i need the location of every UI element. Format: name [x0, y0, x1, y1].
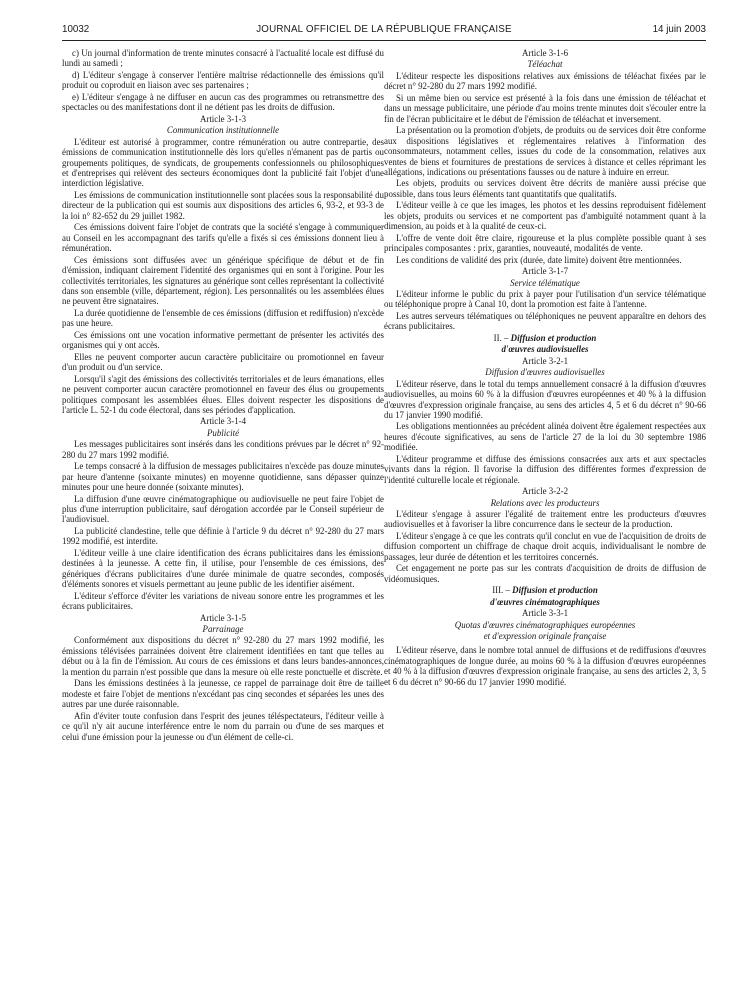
section-subtitle: d'œuvres cinématographiques	[490, 596, 600, 607]
paragraph-c: c) Un journal d'information de trente minutes consacré à l'actualité locale est diffusé du lundi au samedi ;	[62, 48, 384, 69]
paragraph: Les objets, produits ou services doivent être décrits de manière aussi précise que possible, dans tous leurs éléments tant quantitatifs que qualitatifs.	[384, 178, 706, 199]
article-heading: Article 3-2-1	[521, 355, 569, 366]
article-heading: Article 3-1-7	[521, 266, 569, 277]
issue-date: 14 juin 2003	[652, 24, 706, 35]
right-column	[384, 48, 706, 688]
article-heading: Article 3-1-6	[521, 48, 569, 58]
section-heading	[384, 585, 706, 595]
paragraph: L'éditeur est autorisé à programmer, contre rémunération ou autre contrepartie, des émissions de communication institutionnelle dès lors qu'elles n'émanent pas de partis ou groupements politiques, de syndicats, de groupements confessionnels ou philosophiques et d'entreprises qui relèvent des secteurs économiques dont la publicité fait l'objet d'une interdiction législative.	[62, 136, 384, 189]
paragraph: Le temps consacré à la diffusion de messages publicitaires n'excède pas douze minutes par heure d'antenne (soixante minutes) en moyenne quotidienne, sans dépasser quinze minutes pour une heure donnée (soixante minutes).	[62, 461, 384, 493]
paragraph: Cet engagement ne porte pas sur les contrats d'acquisition de droits de diffusion de vidéomusiques.	[384, 563, 706, 584]
article-title: Publicité	[206, 427, 240, 438]
paragraph: Les émissions de communication institutionnelle sont placées sous la responsabilité du directeur de la publication qui est soumis aux dispositions des articles 6, 93-2, et 93-3 de la loi n° 82-652 du 29 juillet 1982.	[62, 189, 384, 221]
paragraph: L'offre de vente doit être claire, rigoureuse et la plus complète possible quant à ses principales composantes : prix, garanties, nouveauté, modalités de vente.	[384, 232, 706, 254]
paragraph: Conformément aux dispositions du décret n° 92-280 du 27 mars 1992 modifié, les émissions télévisées parrainées doivent être clairement identifiées en tant que telles au début ou à la fin de l'émission. Au cours de ces émissions et dans leurs bandes-annonces, la mention du parrain n'est possible que dans la mesure où elle reste ponctuelle et discrète.	[62, 635, 384, 677]
section-number: III. –	[492, 585, 510, 596]
paragraph: La diffusion d'une œuvre cinématographique ou audiovisuelle ne peut faire l'objet de plus d'une interruption publicitaire, sauf dérogation accordée par le Conseil supérieur de l'audiovisuel.	[62, 493, 384, 525]
paragraph: Les messages publicitaires sont insérés dans les conditions prévues par le décret n° 92-280 du 27 mars 1992 modifié.	[62, 439, 384, 460]
paragraph: La publicité clandestine, telle que définie à l'article 9 du décret n° 92-280 du 27 mars 1992 modifié, est interdite.	[62, 525, 384, 547]
article-title: Communication institutionnelle	[166, 125, 280, 136]
article-title: Service télématique	[510, 277, 580, 288]
page-number: 10032	[62, 24, 90, 35]
paragraph: La durée quotidienne de l'ensemble de ces émissions (diffusion et rediffusion) n'excède pas une heure.	[62, 307, 384, 329]
article-title: Diffusion d'œuvres audiovisuelles	[485, 367, 605, 378]
paragraph-e: e) L'éditeur s'engage à ne diffuser en aucun cas des programmes ou retransmettre des spectacles ou des manifestations dont il ne détient pas les droits de diffusion.	[62, 91, 384, 113]
header-rule	[62, 40, 706, 41]
article-title: Quotas d'œuvres cinématographiques européennes	[454, 619, 636, 630]
paragraph: Si un même bien ou service est présenté à la fois dans une émission de téléachat et dans un message publicitaire, une période d'au moins trente minutes doit s'écouler entre la fin de l'écran publicitaire et le début de l'émission de téléachat et inversement.	[384, 92, 706, 124]
paragraph: Ces émissions sont diffusées avec un générique spécifique de début et de fin d'émission, indiquant clairement l'identité des organismes qui en sont à l'origine. Pour les collectivités territoriales, les signatures au générique sont celles représentant la collectivité dans son ensemble (ville, département, région). Les personnalités ou les assemblées élues ne peuvent être signataires.	[62, 254, 384, 307]
paragraph: L'éditeur réserve, dans le nombre total annuel de diffusions et de rediffusions d'œuvres cinématographiques de longue durée, au moins 60 % à la diffusion d'œuvres européennes et 40 % à la diffusion d'œuvres d'expression originale française, au sens des articles 2, 3, 5 et 6 du décret n° 90-66 du 17 janvier 1990 modifié.	[384, 645, 706, 687]
page-header	[62, 20, 706, 42]
article-heading: Article 3-1-4	[199, 416, 247, 427]
paragraph: L'éditeur veille à une claire identification des écrans publicitaires dans les émissions destinées à la jeunesse. A cette fin, il utilise, pour l'ensemble de ces émissions, des génériques d'écrans publicitaires d'une durée minimale de quatre secondes, composés d'éléments sonores et visuels permettant au jeune public de les identifier aisément.	[62, 547, 384, 590]
paragraph: L'éditeur respecte les dispositions relatives aux émissions de téléachat fixées par le décret n° 92-280 du 27 mars 1992 modifié.	[384, 70, 706, 92]
paragraph: Afin d'éviter toute confusion dans l'esprit des jeunes téléspectateurs, l'éditeur veille à ce qu'il n'y ait aucune interférence entre le nom du parrain ou d'une de ses marques et celui d'une émission pour la jeunesse ou d'un élément de celle-ci.	[62, 710, 384, 742]
paragraph: L'éditeur réserve, dans le total du temps annuellement consacré à la diffusion d'œuvres audiovisuelles, au moins 60 % à la diffusion d'œuvres européennes et 40 % à la diffusion d'œuvres d'expression originale française, au sens des articles 4, 5 et 6 du décret n° 90-66 du 17 janvier 1990 modifié.	[384, 378, 706, 420]
section-subtitle: d'œuvres audiovisuelles	[501, 344, 589, 355]
paragraph: Les conditions de validité des prix (durée, date limite) doivent être mentionnées.	[396, 254, 682, 265]
paragraph: Ces émissions ont une vocation informative permettant de présenter les activités des organismes qui y ont accès.	[62, 329, 384, 351]
paragraph: L'éditeur informe le public du prix à payer pour l'utilisation d'un service télématique ou téléphonique propre à Canal 10, dont la promotion est faite à l'antenne.	[384, 288, 706, 310]
paragraph: Elles ne peuvent comporter aucun caractère publicitaire ou promotionnel en faveur d'un produit ou d'un service.	[62, 351, 384, 373]
article-heading: Article 3-3-1	[521, 608, 569, 619]
paragraph: Ces émissions doivent faire l'objet de contrats que la société s'engage à communiquer au Conseil en les accompagnant des tarifs qu'elle a fixés si ces émissions donnent lieu à rémunération.	[62, 222, 384, 254]
paragraph: Les obligations mentionnées au précédent alinéa doivent être également respectées aux heures d'écoute significatives, au sens de l'article 27 de la loi du 30 septembre 1986 modifiée.	[384, 421, 706, 453]
paragraph: L'éditeur s'efforce d'éviter les variations de niveau sonore entre les programmes et les écrans publicitaires.	[62, 590, 384, 612]
paragraph: L'éditeur programme et diffuse des émissions consacrées aux arts et aux spectacles vivants dans la région. Il favorise la diffusion des différentes formes d'expression de l'identité culturelle locale et régionale.	[384, 453, 706, 485]
paragraph-d: d) L'éditeur s'engage à conserver l'entière maîtrise rédactionnelle des émissions qu'il produit ou coproduit en liaison avec ses partenaires ;	[62, 69, 384, 91]
paragraph: La présentation ou la promotion d'objets, de produits ou de services doit être conforme aux dispositions législatives et réglementaires relatives à l'information des consommateurs, notamment celles, issues du code de la consommation, relatives aux ventes de biens et fournitures de prestations de services à distance et celles réprimant les allégations, indications ou présentations fausses ou de nature à induire en erreur.	[384, 125, 706, 177]
article-heading: Article 3-1-5	[199, 612, 247, 623]
paragraph: L'éditeur veille à ce que les images, les photos et les dessins reproduisent fidèlement les objets, produits ou services et ne comportent pas d'ambiguïté notamment quant à la dimension, au poids et à la qualité de ceux-ci.	[384, 200, 706, 232]
article-title: Téléachat	[527, 59, 563, 70]
journal-title: JOURNAL OFFICIEL DE LA RÉPUBLIQUE FRANÇAISE	[256, 24, 512, 35]
paragraph: L'éditeur s'engage à ce que les contrats qu'il conclut en vue de l'acquisition de droits de diffusion comportent un chiffrage de chaque droit acquis, individualisant le nombre de passages, leur durée de détention et les territoires concernés.	[384, 530, 706, 562]
paragraph: Lorsqu'il s'agit des émissions des collectivités territoriales et de leurs émanations, elles ne peuvent comporter aucun caractère promotionnel en faveur des élus ou groupements politiques composant les assemblées élues. Elles doivent respecter les dispositions de l'article L. 52-1 du code électoral, dans ses périodes d'application.	[62, 373, 384, 415]
section-heading	[384, 333, 706, 343]
left-column	[62, 48, 384, 743]
section-number: II. –	[493, 332, 509, 343]
paragraph: Dans les émissions destinées à la jeunesse, ce rappel de parrainage doit être de taille modeste et faire l'objet de mentions n'excédant pas cinq secondes et séparées les unes des autres par une durée raisonnable.	[62, 678, 384, 710]
article-title: Relations avec les producteurs	[490, 497, 600, 508]
section-title: Diffusion et production	[512, 585, 598, 596]
article-title-continued: et d'expression originale française	[483, 631, 607, 642]
paragraph: Les autres serveurs télématiques ou téléphoniques ne peuvent apparaître en dehors des écrans publicitaires.	[384, 310, 706, 332]
section-title: Diffusion et production	[510, 332, 597, 343]
article-heading: Article 3-2-2	[521, 486, 569, 497]
article-title: Parrainage	[202, 624, 244, 635]
article-heading: Article 3-1-3	[199, 113, 247, 124]
paragraph: L'éditeur s'engage à assurer l'égalité de traitement entre les producteurs d'œuvres audiovisuelles et à favoriser la libre concurrence dans le secteur de la production.	[384, 509, 706, 530]
